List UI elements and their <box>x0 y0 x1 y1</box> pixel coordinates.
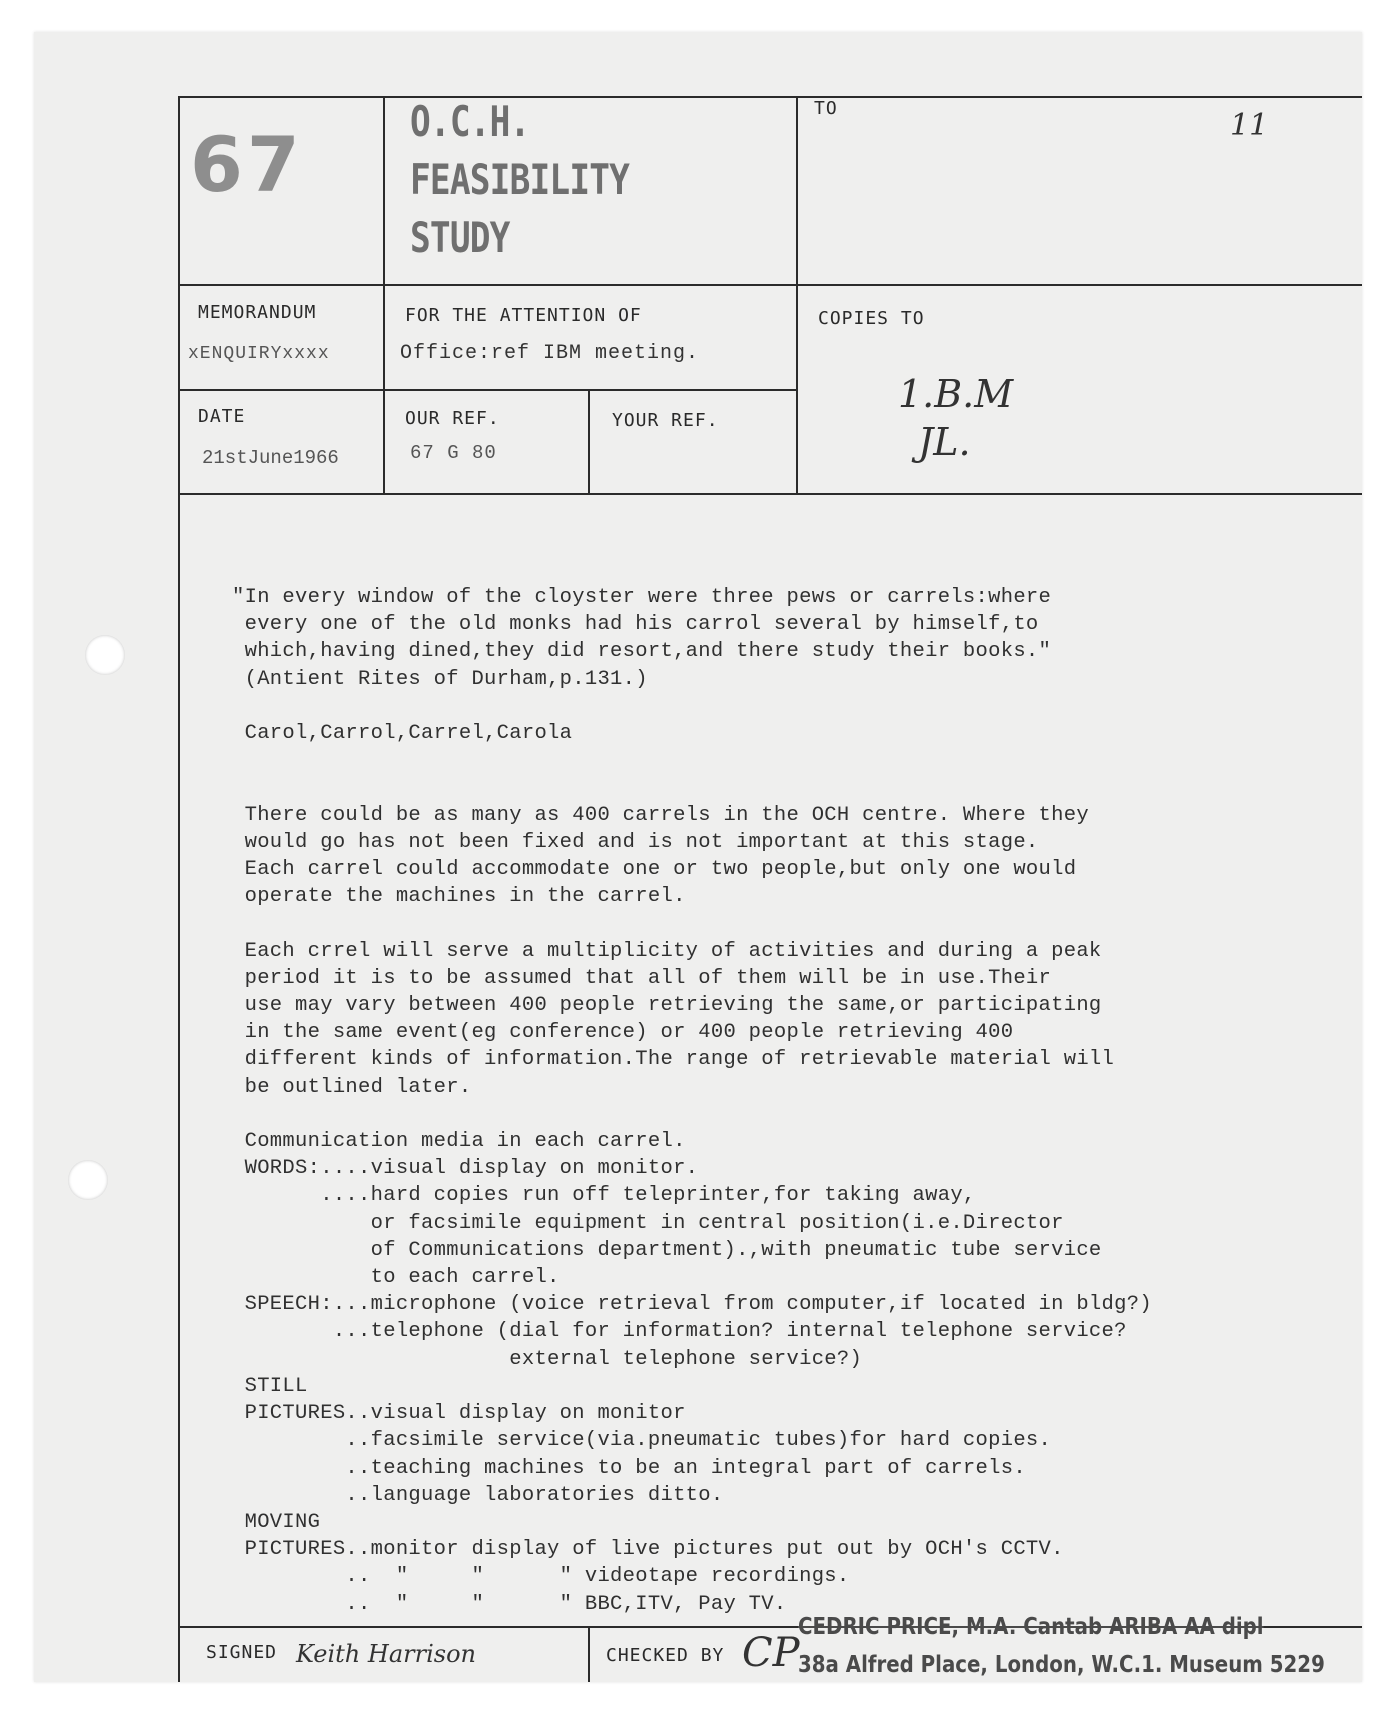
body-line: .. " " " videotape recordings. <box>232 1565 850 1589</box>
body-line: every one of the old monks had his carrol several by himself,to <box>232 613 1039 637</box>
body-line: be outlined later. <box>232 1075 472 1099</box>
to-label: TO <box>814 98 838 119</box>
body-line: different kinds of information.The range of retrievable material will <box>232 1048 1115 1072</box>
ref-divider <box>588 389 590 495</box>
copies-hand-2: JL. <box>918 420 971 464</box>
our-ref-value: 67 G 80 <box>410 442 497 464</box>
body-line <box>232 693 1332 720</box>
checked-by-initials: CP <box>742 1630 800 1676</box>
body-line: ....hard copies run off teleprinter,for taking away, <box>232 1184 976 1208</box>
stamp-line-1: O.C.H. <box>410 97 530 146</box>
body-line: to each carrel. <box>232 1266 560 1290</box>
body-line: ..language laboratories ditto. <box>232 1483 724 1507</box>
body-line: in the same event(eg conference) or 400 people retrieving 400 <box>232 1021 1014 1045</box>
body-line <box>232 774 1332 801</box>
memo-number: 67 <box>190 120 304 209</box>
attention-label: FOR THE ATTENTION OF <box>405 305 642 326</box>
signed-label: SIGNED <box>206 1642 278 1663</box>
body-line: or facsimile equipment in central position(i.e.Director <box>232 1211 1064 1235</box>
body-line: There could be as many as 400 carrels in the OCH centre. Where they <box>232 803 1089 827</box>
body-line: would go has not been fixed and is not important at this stage. <box>232 830 1039 854</box>
body-line: PICTURES..visual display on monitor <box>232 1402 686 1426</box>
signature: Keith Harrison <box>296 1640 476 1668</box>
project-stamp <box>410 93 629 267</box>
memo-body <box>232 584 1332 1618</box>
memo-row-line <box>178 389 798 391</box>
firm-address-line: 38a Alfred Place, London, W.C.1. Museum 5229 <box>798 1652 1325 1678</box>
copies-to-label: COPIES TO <box>818 308 925 329</box>
footer-divider <box>588 1626 590 1682</box>
copies-hand-1: 1.B.M <box>898 372 1014 416</box>
header-row-line <box>178 284 1362 286</box>
body-line: STILL <box>232 1374 308 1398</box>
header-divider-1 <box>383 96 385 495</box>
attention-value: Office:ref IBM meeting. <box>400 342 700 365</box>
body-line: Communication media in each carrel. <box>232 1130 686 1154</box>
header-bottom-line <box>178 493 1362 495</box>
body-line: of Communications department).,with pneumatic tube service <box>232 1238 1102 1262</box>
body-line: Each carrel could accommodate one or two people,but only one would <box>232 858 1077 882</box>
body-line: MOVING <box>232 1510 321 1534</box>
stamp-line-2: FEASIBILITY <box>410 155 630 204</box>
memo-type-label: MEMORANDUM <box>198 302 317 323</box>
punch-hole-bottom <box>68 1160 108 1200</box>
checked-by-label: CHECKED BY <box>606 1645 725 1666</box>
date-label: DATE <box>198 406 246 427</box>
header-divider-2 <box>796 96 798 495</box>
body-line: (Antient Rites of Durham,p.131.) <box>232 667 648 691</box>
body-line: WORDS:....visual display on monitor. <box>232 1157 699 1181</box>
memo-type-struck: xENQUIRYxxxx <box>188 344 330 364</box>
form-top-border <box>178 96 1362 98</box>
body-line: "In every window of the cloyster were three pews or carrels:where <box>232 586 1052 609</box>
punch-hole-top <box>85 635 125 675</box>
body-line: operate the machines in the carrel. <box>232 885 686 909</box>
body-line: ..facsimile service(via.pneumatic tubes)for hard copies. <box>232 1429 1052 1453</box>
stamp-line-3: STUDY <box>410 213 510 262</box>
body-line: which,having dined,they did resort,and there study their books." <box>232 640 1052 664</box>
firm-name-line: CEDRIC PRICE, M.A. Cantab ARIBA AA dipl <box>798 1614 1264 1640</box>
body-line <box>232 1101 1332 1128</box>
date-value: 21stJune1966 <box>202 447 339 469</box>
to-handwritten-mark: 11 <box>1230 108 1269 143</box>
body-line: SPEECH:...microphone (voice retrieval from computer,if located in bldg?) <box>232 1293 1152 1317</box>
your-ref-label: YOUR REF. <box>612 410 719 431</box>
body-line: Each crrel will serve a multiplicity of activities and during a peak <box>232 939 1102 963</box>
our-ref-label: OUR REF. <box>405 408 500 429</box>
body-line: ...telephone (dial for information? internal telephone service? <box>232 1320 1127 1344</box>
form-left-border <box>178 96 180 1682</box>
body-line: period it is to be assumed that all of them will be in use.Their <box>232 966 1052 990</box>
body-line: use may vary between 400 people retrieving the same,or participating <box>232 994 1102 1018</box>
body-line <box>232 910 1332 937</box>
body-line <box>232 747 1332 774</box>
body-line: PICTURES..monitor display of live pictures put out by OCH's CCTV. <box>232 1538 1064 1562</box>
body-line: Carol,Carrol,Carrel,Carola <box>232 722 573 746</box>
body-line: .. " " " BBC,ITV, Pay TV. <box>232 1592 787 1616</box>
body-line: external telephone service?) <box>232 1347 863 1371</box>
body-line: ..teaching machines to be an integral part of carrels. <box>232 1456 1026 1480</box>
